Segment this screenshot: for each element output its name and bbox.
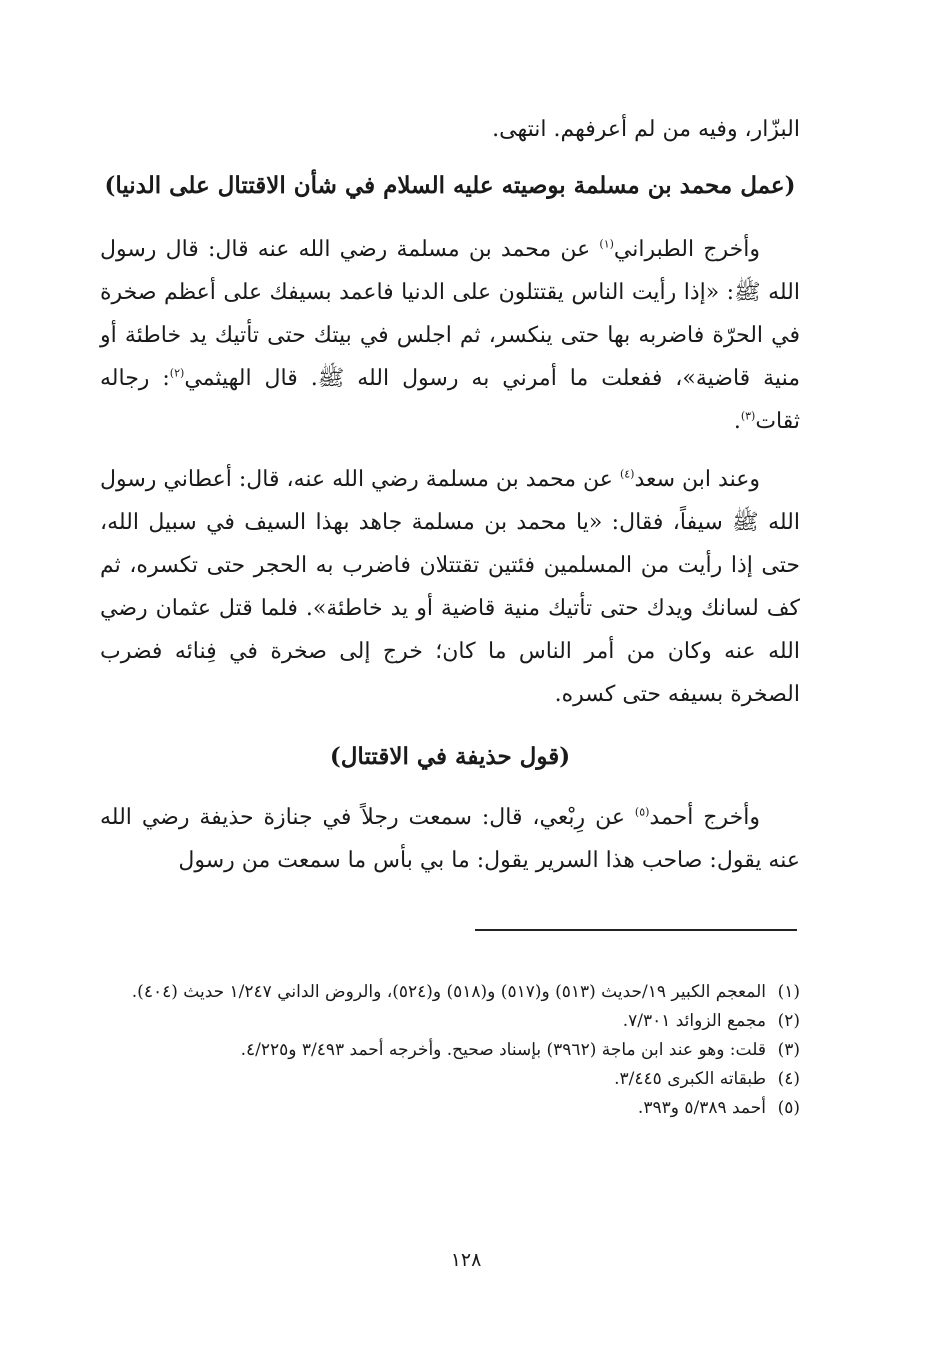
footnote-ref-2: (٢) [169,366,185,380]
footnote-number: (١) [777,982,800,1002]
paragraph-text [100,796,800,882]
paragraph-ahmad [100,796,800,882]
paragraph-text [100,228,800,443]
footnote-item [100,1036,800,1065]
footnote-number: (٥) [777,1098,800,1118]
text-run: وأخرج الطبراني [613,237,760,262]
text-run: عن محمد بن مسلمة رضي الله عنه، قال: أعطاني رسول الله ﷺ سيفاً، فقال: «يا محمد بن مسلمة جاهد بهذا السيف في سبيل الله، حتى إذا رأيت من المسلمين فئتين تقتتلان فاضرب به الحجر حتى تكسره، ثم كف لسانك ويدك حتى تأتيك منية قاضية أو يد خاطئة». فلما قتل عثمان رضي الله عنه وكان من أمر الناس ما كان؛ خرج إلى صخرة في فِنائه فضرب الصخرة بسيفه حتى كسره. [100,467,800,707]
intro-paragraph [100,108,800,151]
footnote-ref-3: (٣) [740,409,756,423]
footnote-item [100,1007,800,1036]
footnote-ref-1: (١) [599,237,614,251]
footnote-ref-5: (٥) [634,805,650,819]
page-number: ١٢٨ [450,1249,482,1271]
intro-line: البزّار، وفيه من لم أعرفهم. انتهى. [492,117,800,142]
footnote-separator-rule [475,929,797,931]
paragraph-tabarani [100,228,800,443]
footnote-text: مجمع الزوائد ٧/٣٠١. [622,1011,766,1031]
footnote-item [100,978,800,1007]
text-run: وأخرج أحمد [649,805,760,830]
footnote-text: أحمد ٥/٣٨٩ و٣٩٣. [637,1098,766,1118]
footnote-number: (٢) [777,1011,800,1031]
paragraph-text [100,458,800,716]
text-run: عن محمد بن مسلمة رضي الله عنه قال: قال رسول الله ﷺ: «إذا رأيت الناس يقتتلون على الدنيا فاعمد بسيفك على أعظم صخرة في الحرّة فاضربه بها حتى ينكسر، ثم اجلس في بيتك حتى تأتيك يد خاطئة أو منية قاضية»، ففعلت ما أمرني به رسول الله ﷺ. قال الهيثمي [100,237,800,391]
footnote-number: (٤) [777,1069,800,1089]
footnote-ref-4: (٤) [619,467,635,481]
footnote-text: قلت: وهو عند ابن ماجة (٣٩٦٢) بإسناد صحيح. وأخرجه أحمد ٣/٤٩٣ و٤/٢٢٥. [240,1040,766,1060]
footnote-item [100,1065,800,1094]
text-run: عن رِبْعي، قال: سمعت رجلاً في جنازة حذيفة رضي الله عنه يقول: صاحب هذا السرير يقول: ما بي بأس ما سمعت من رسول [100,805,800,873]
text-run: : رجاله ثقات [100,366,800,434]
footnote-item [100,1094,800,1123]
section-heading-hudhaifa: (قول حذيفة في الاقتتال) [329,743,571,770]
footnote-text: المعجم الكبير ١٩/حديث (٥١٣) و(٥١٧) و(٥١٨) و(٥٢٤)، والروض الداني ١/٢٤٧ حديث (٤٠٤). [131,982,766,1002]
footnotes-list [100,978,800,1123]
footnote-number: (٣) [777,1040,800,1060]
section-heading-ibn-maslama: (عمل محمد بن مسلمة بوصيته عليه السلام في شأن الاقتتال على الدنيا) [104,172,796,199]
footnote-text: طبقاته الكبرى ٣/٤٤٥. [614,1069,766,1089]
paragraph-ibn-saad [100,458,800,716]
text-run: وعند ابن سعد [634,467,760,492]
text-run: . [733,409,741,434]
